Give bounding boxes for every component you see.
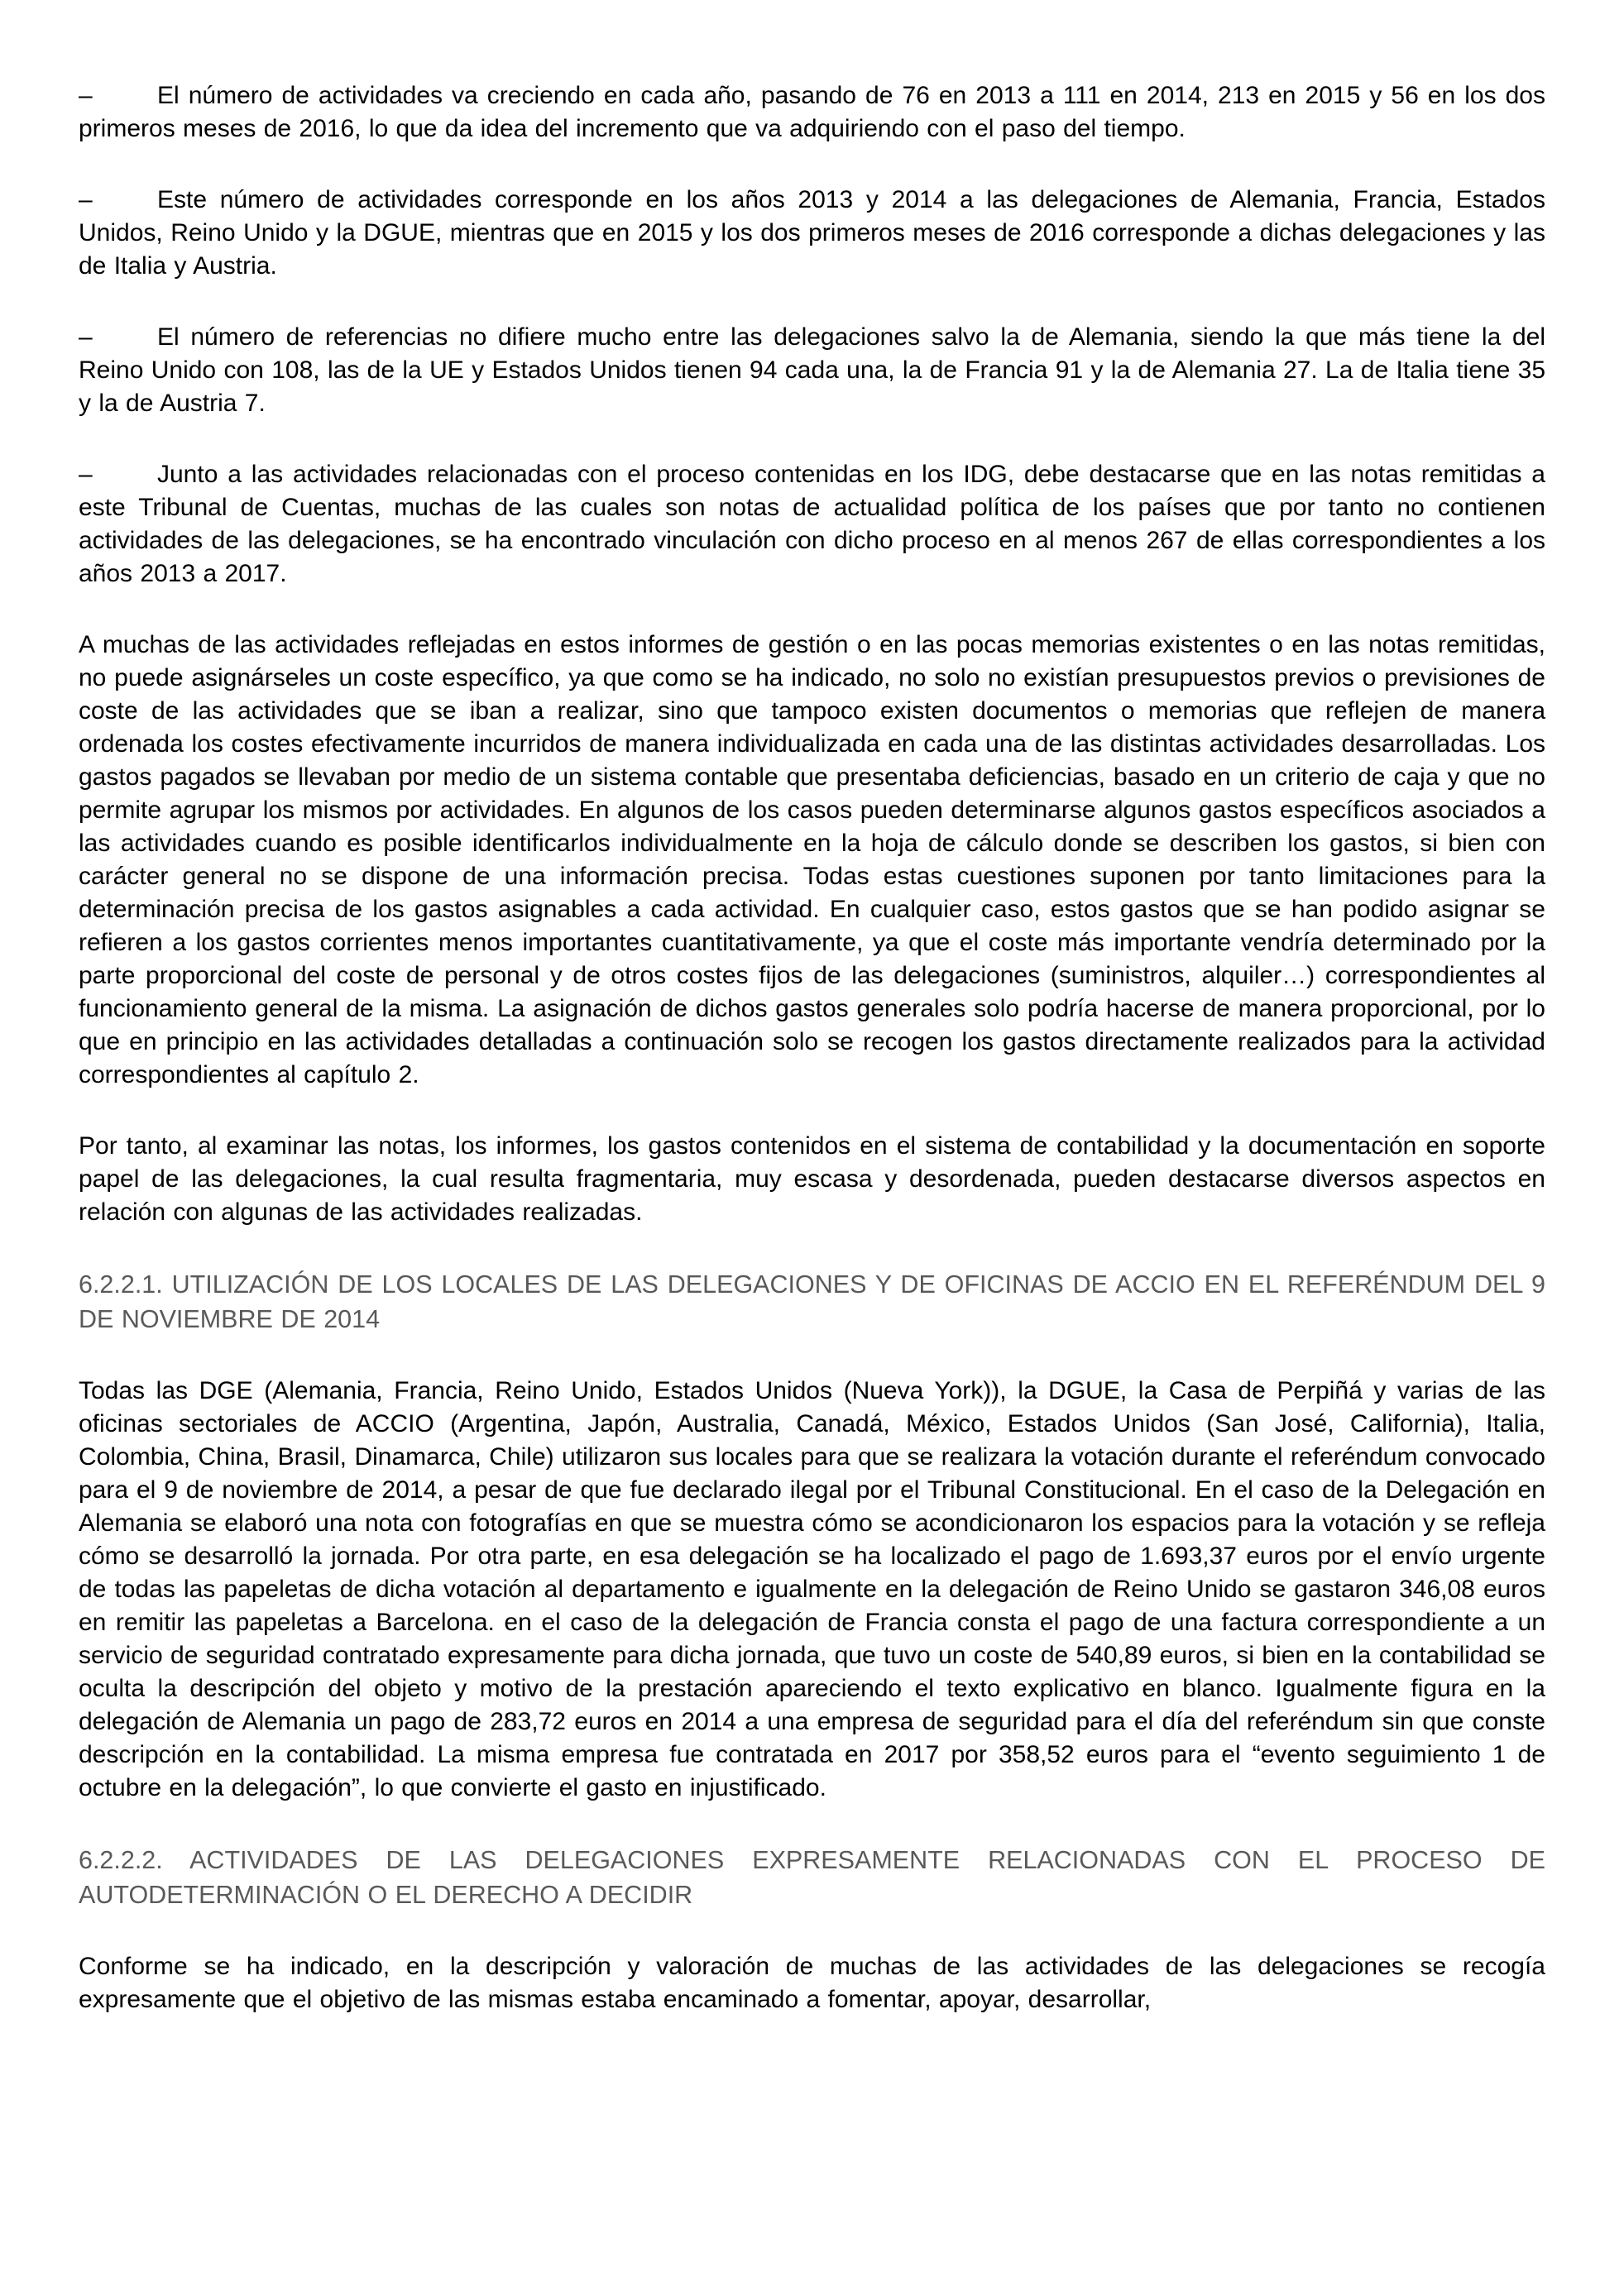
bullet-dash: – xyxy=(79,323,93,351)
bullet-paragraph xyxy=(79,79,1545,146)
body-paragraph: Por tanto, al examinar las notas, los informes, los gastos contenidos en el sistema de contabilidad y la documentación en soporte papel de las delegaciones, la cual resulta fragmentaria, muy escasa y desordenada, pueden destacarse diversos aspectos en relación con algunas de las actividades realizadas. xyxy=(79,1132,1545,1226)
body-paragraph: Todas las DGE (Alemania, Francia, Reino Unido, Estados Unidos (Nueva York)), la DGUE, la Casa de Perpiñá y varias de las oficinas sectoriales de ACCIO (Argentina, Japón, Australia, Canadá, México, Estados Unidos (San José, California), Italia, Colombia, China, Brasil, Dinamarca, Chile) utilizaron sus locales para que se realizara la votación durante el referéndum convocado para el 9 de noviembre de 2014, a pesar de que fue declarado ilegal por el Tribunal Constitucional. En el caso de la Delegación en Alemania se elaboró una nota con fotografías en que se muestra cómo se acondicionaron los espacios para la votación y se refleja cómo se desarrolló la jornada. Por otra parte, en esa delegación se ha localizado el pago de 1.693,37 euros por el envío urgente de todas las papeletas de dicha votación al departamento e igualmente en la delegación de Reino Unido se gastaron 346,08 euros en remitir las papeletas a Barcelona. en el caso de la delegación de Francia consta el pago de una factura correspondiente a un servicio de seguridad contratado expresamente para dicha jornada, que tuvo un coste de 540,89 euros, si bien en la contabilidad se oculta la descripción del objeto y motivo de la prestación apareciendo el texto explicativo en blanco. Igualmente figura en la delegación de Alemania un pago de 283,72 euros en 2014 a una empresa de seguridad para el día del referéndum sin que conste descripción en la contabilidad. La misma empresa fue contratada en 2017 por 358,52 euros para el “evento seguimiento 1 de octubre en la delegación”, lo que convierte el gasto en injustificado. xyxy=(79,1377,1545,1801)
body-paragraph: A muchas de las actividades reflejadas en estos informes de gestión o en las pocas memorias existentes o en las notas remitidas, no puede asignárseles un coste específico, ya que como se ha indicado, no solo no existían presupuestos previos o previsiones de coste de las actividades que se iban a realizar, sino que tampoco existen documentos o memorias que reflejen de manera ordenada los costes efectivamente incurridos de manera individualizada en cada una de las distintas actividades desarrolladas. Los gastos pagados se llevaban por medio de un sistema contable que presentaba deficiencias, basado en un criterio de caja y que no permite agrupar los mismos por actividades. En algunos de los casos pueden determinarse algunos gastos específicos asociados a las actividades cuando es posible identificarlos individualmente en la hoja de cálculo donde se describen los gastos, si bien con carácter general no se dispone de una información precisa. Todas estas cuestiones suponen por tanto limitaciones para la determinación precisa de los gastos asignables a cada actividad. En cualquier caso, estos gastos que se han podido asignar se refieren a los gastos corrientes menos importantes cuantitativamente, ya que el coste más importante vendría determinado por la parte proporcional del coste de personal y de otros costes fijos de las delegaciones (suministros, alquiler…) correspondientes al funcionamiento general de la misma. La asignación de dichos gastos generales solo podría hacerse de manera proporcional, por lo que en principio en las actividades detalladas a continuación solo se recogen los gastos directamente realizados para la actividad correspondientes al capítulo 2. xyxy=(79,631,1545,1088)
paragraph-text: Junto a las actividades relacionadas con el proceso contenidas en los IDG, debe destacarse que en las notas remitidas a este Tribunal de Cuentas, muchas de las cuales son notas de actualidad política de los países que por tanto no contienen actividades de las delegaciones, se ha encontrado vinculación con dicho proceso en al menos 267 de ellas correspondientes a los años 2013 a 2017. xyxy=(79,461,1545,587)
paragraph-text: Este número de actividades corresponde en los años 2013 y 2014 a las delegaciones de Alemania, Francia, Estados Unidos, Reino Unido y la DGUE, mientras que en 2015 y los dos primeros meses de 2016 corresponde a dichas delegaciones y las de Italia y Austria. xyxy=(79,186,1545,280)
bullet-dash: – xyxy=(79,461,93,488)
bullet-paragraph xyxy=(79,458,1545,591)
paragraph-text: El número de actividades va creciendo en cada año, pasando de 76 en 2013 a 111 en 2014, 213 en 2015 y 56 en los dos primeros meses de 2016, lo que da idea del incremento que va adquiriendo con el paso del tiempo. xyxy=(79,82,1545,142)
bullet-dash: – xyxy=(79,82,93,109)
paragraph-text: El número de referencias no difiere mucho entre las delegaciones salvo la de Alemania, siendo la que más tiene la del Reino Unido con 108, las de la UE y Estados Unidos tienen 94 cada una, la de Francia 91 y la de Alemania 27. La de Italia tiene 35 y la de Austria 7. xyxy=(79,323,1545,417)
bullet-paragraph xyxy=(79,184,1545,283)
section-heading-6222: 6.2.2.2. ACTIVIDADES DE LAS DELEGACIONES EXPRESAMENTE RELACIONADAS CON EL PROCESO DE AUTODETERMINACIÓN O EL DERECHO A DECIDIR xyxy=(79,1846,1545,1909)
bullet-paragraph xyxy=(79,321,1545,420)
section-heading-6221: 6.2.2.1. UTILIZACIÓN DE LOS LOCALES DE LAS DELEGACIONES Y DE OFICINAS DE ACCIO EN EL REFERÉNDUM DEL 9 DE NOVIEMBRE DE 2014 xyxy=(79,1270,1545,1333)
bullet-dash: – xyxy=(79,186,93,213)
body-paragraph: Conforme se ha indicado, en la descripción y valoración de muchas de las actividades de las delegaciones se recogía expresamente que el objetivo de las mismas estaba encaminado a fomentar, apoyar, desarrollar, xyxy=(79,1953,1545,2013)
